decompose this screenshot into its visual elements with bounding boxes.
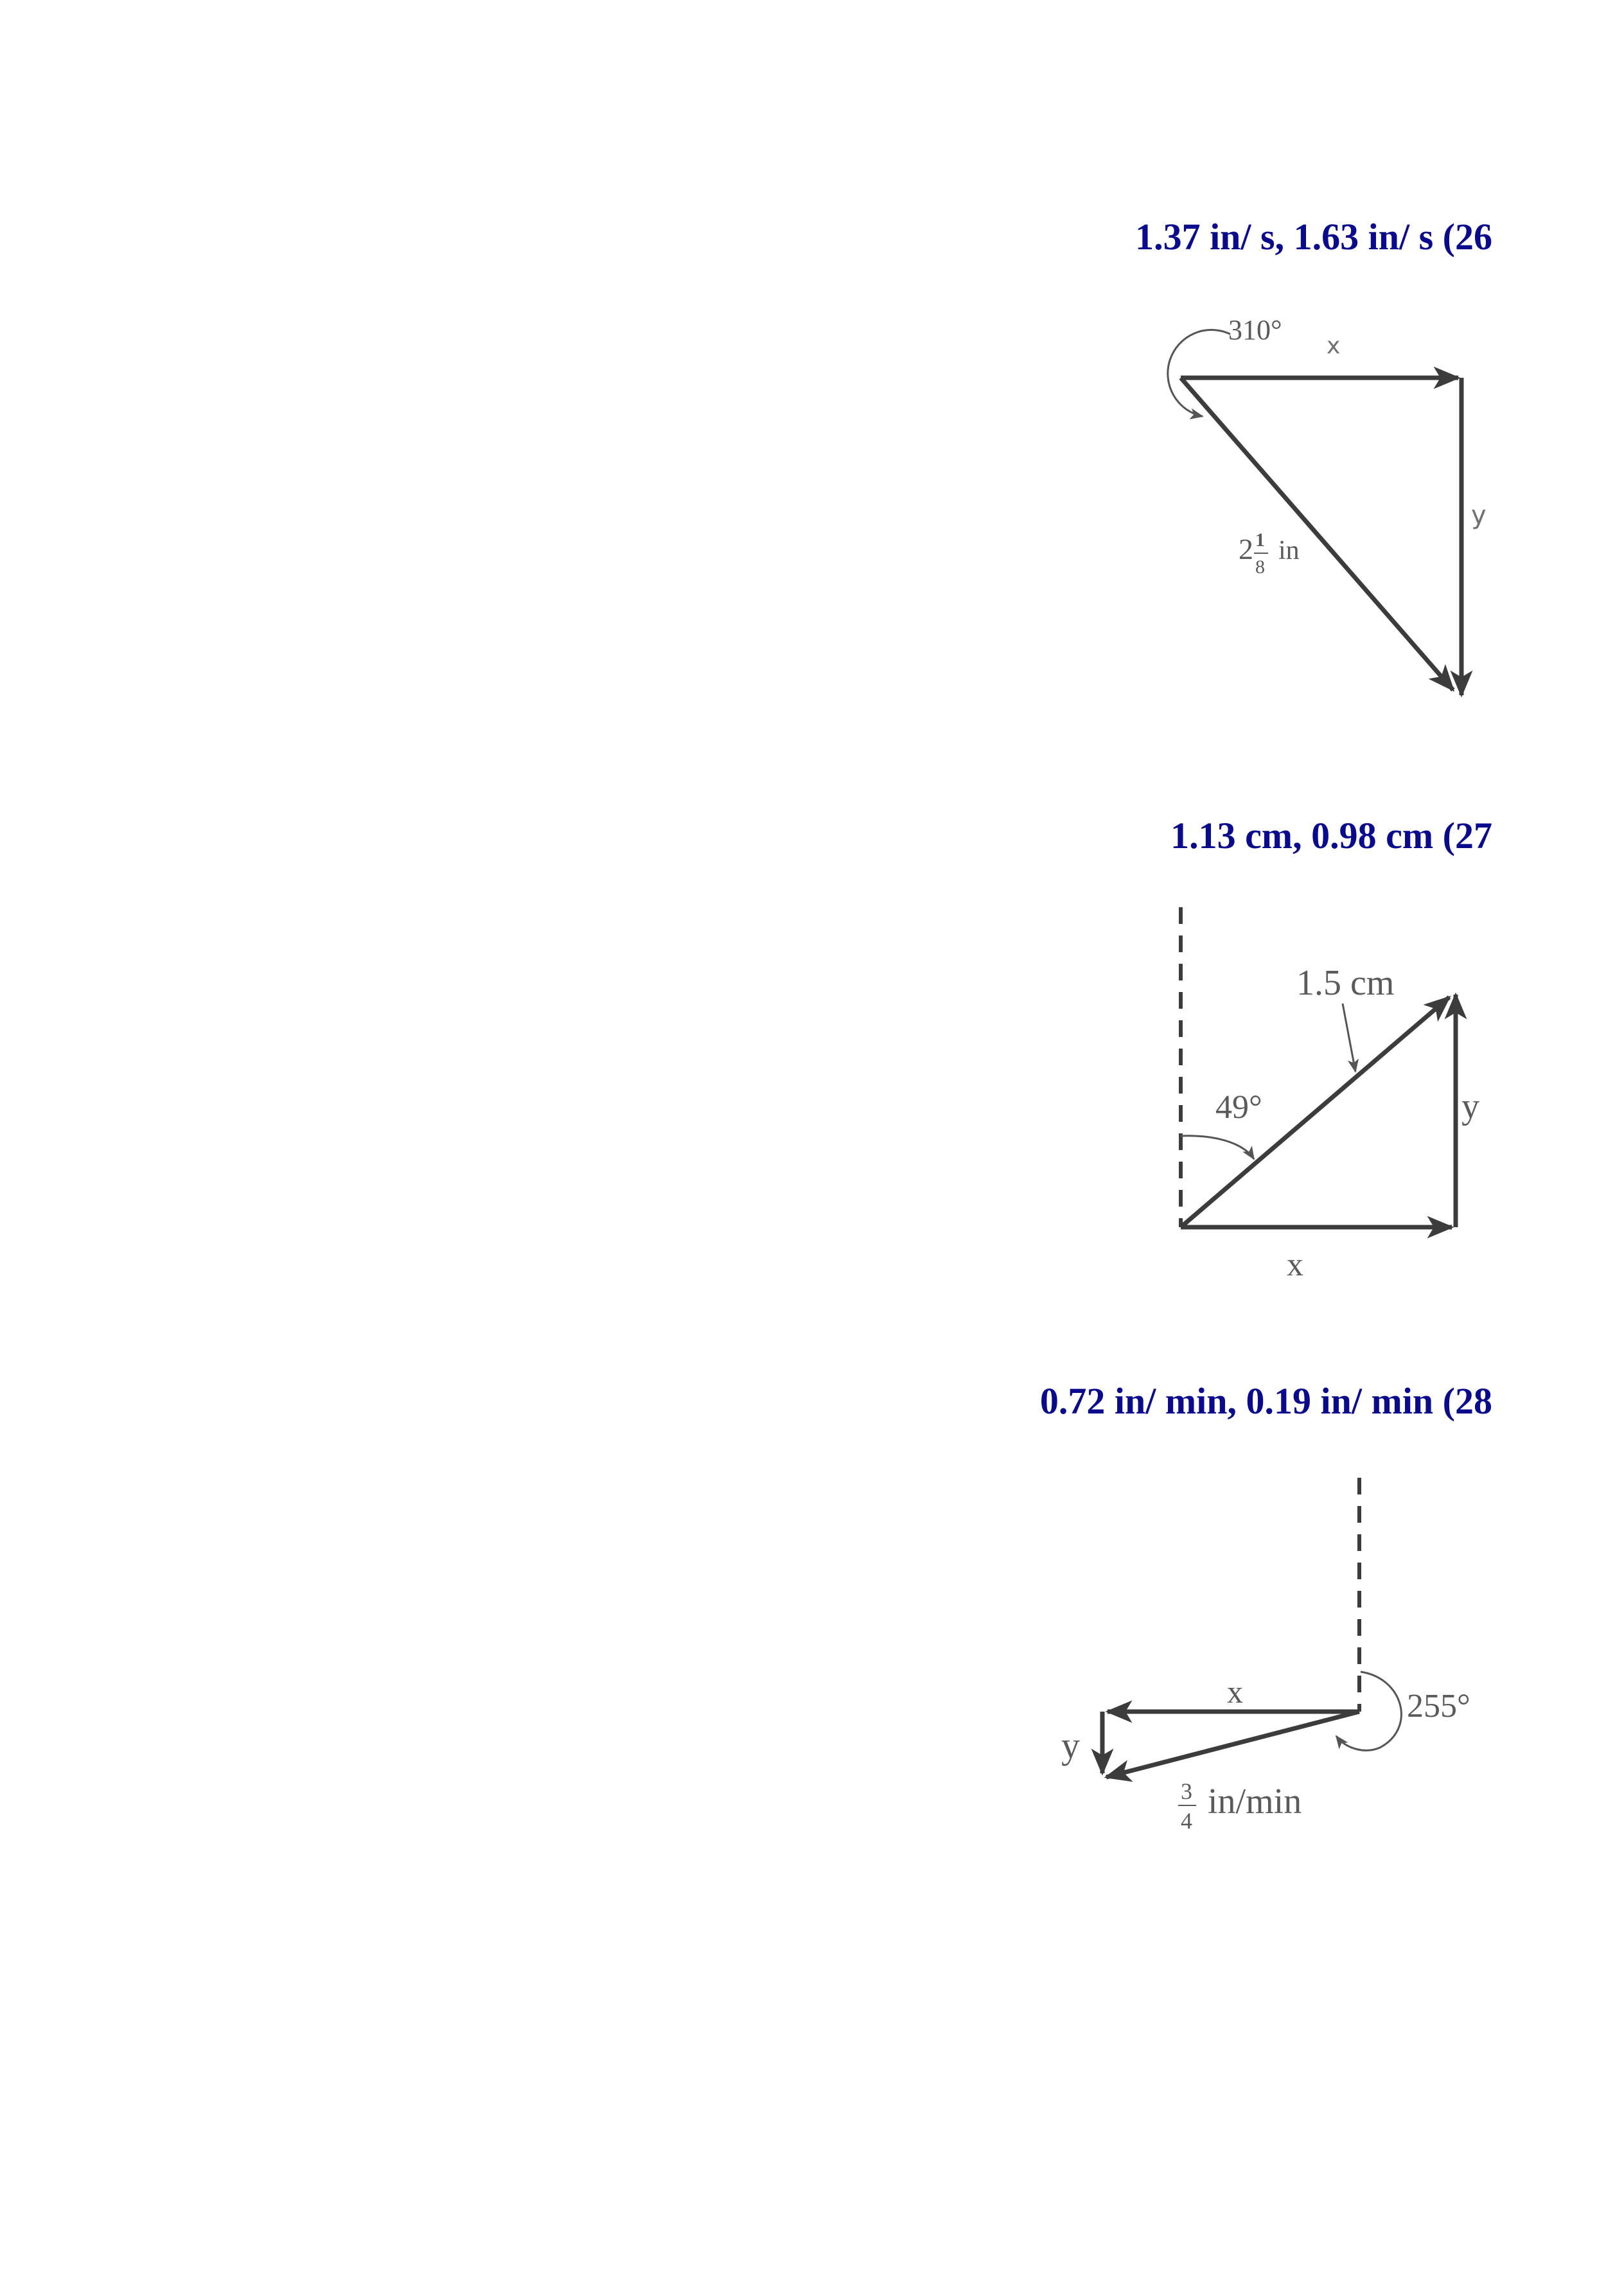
- answer-problem-28: 0.72 in/ min, 0.19 in/ min (28: [1039, 1380, 1492, 1422]
- resultant-vector-arrow: [1106, 1712, 1359, 1777]
- magnitude-numerator: 3: [1181, 1778, 1192, 1804]
- magnitude-unit: in: [1278, 536, 1300, 565]
- angle-arc-310: [1168, 330, 1230, 416]
- magnitude-leader-arrow: [1343, 1004, 1355, 1072]
- angle-arc-49: [1181, 1136, 1254, 1159]
- magnitude-label: 1.5 cm: [1296, 963, 1395, 1003]
- magnitude-whole: 2: [1239, 533, 1253, 565]
- figure-27: [1181, 907, 1479, 1283]
- y-label: y: [1471, 501, 1487, 530]
- angle-label: 310°: [1228, 314, 1282, 346]
- magnitude-numerator: 1: [1255, 529, 1265, 551]
- y-label: y: [1061, 1724, 1080, 1766]
- answer-problem-26: 1.37 in/ s, 1.63 in/ s (26: [1135, 216, 1492, 258]
- x-label: x: [1287, 1246, 1303, 1283]
- resultant-vector-arrow: [1181, 378, 1453, 690]
- magnitude-label: [1178, 1778, 1302, 1834]
- angle-label: 255°: [1407, 1688, 1470, 1724]
- figure-26: [1168, 314, 1487, 695]
- magnitude-unit: in/min: [1208, 1782, 1302, 1821]
- x-label: x: [1327, 333, 1341, 359]
- angle-label: 49°: [1215, 1089, 1262, 1126]
- answer-problem-27: 1.13 cm, 0.98 cm (27: [1170, 815, 1492, 856]
- magnitude-label: [1239, 529, 1300, 578]
- y-label: y: [1461, 1086, 1479, 1126]
- figure-28: [1061, 1478, 1470, 1834]
- x-label: x: [1227, 1674, 1243, 1710]
- magnitude-denominator: 8: [1255, 556, 1265, 578]
- magnitude-denominator: 4: [1181, 1808, 1192, 1834]
